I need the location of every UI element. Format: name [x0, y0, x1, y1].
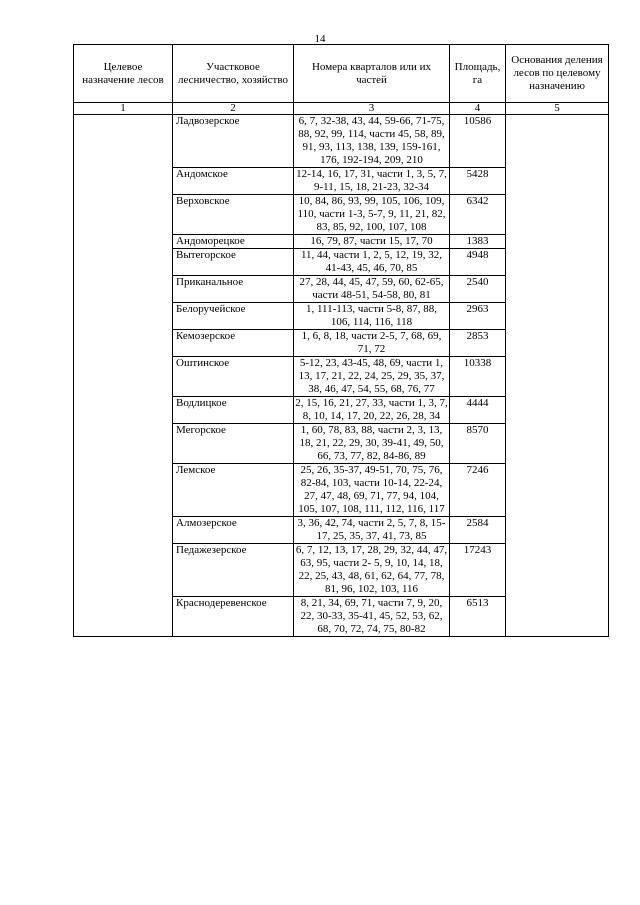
column-number-row — [74, 103, 609, 115]
column-number: 4 — [450, 103, 506, 115]
quarters-cell: 1, 60, 78, 83, 88, части 2, 3, 13, 18, 21, 22, 29, 30, 39-41, 49, 50, 66, 73, 77, 82, 84-86, 89 — [294, 424, 450, 464]
quarters-cell: 1, 111-113, части 5-8, 87, 88, 106, 114, 116, 118 — [294, 303, 450, 330]
header-basis: Основания деления лесов по целевому назначению — [506, 45, 609, 103]
header-area: Площадь, га — [450, 45, 506, 103]
area-cell: 2853 — [450, 330, 506, 357]
forest-purpose-table — [73, 44, 609, 637]
area-cell: 8570 — [450, 424, 506, 464]
quarters-cell: 12-14, 16, 17, 31, части 1, 3, 5, 7, 9-11, 15, 18, 21-23, 32-34 — [294, 168, 450, 195]
area-cell: 4948 — [450, 249, 506, 276]
quarters-cell: 3, 36, 42, 74, части 2, 5, 7, 8, 15-17, 25, 35, 37, 41, 73, 85 — [294, 517, 450, 544]
purpose-cell — [74, 115, 173, 637]
table-header-row — [74, 45, 609, 103]
area-cell: 2540 — [450, 276, 506, 303]
area-cell: 10338 — [450, 357, 506, 397]
column-number: 1 — [74, 103, 173, 115]
quarters-cell: 11, 44, части 1, 2, 5, 12, 19, 32, 41-43, 45, 46, 70, 85 — [294, 249, 450, 276]
table-row — [74, 115, 609, 168]
basis-cell — [506, 115, 609, 637]
district-cell: Белоручейское — [173, 303, 294, 330]
area-cell: 2963 — [450, 303, 506, 330]
district-cell: Мегорское — [173, 424, 294, 464]
area-cell: 2584 — [450, 517, 506, 544]
quarters-cell: 16, 79, 87, части 15, 17, 70 — [294, 235, 450, 249]
area-cell: 6342 — [450, 195, 506, 235]
district-cell: Кемозерское — [173, 330, 294, 357]
table-body — [74, 115, 609, 637]
area-cell: 10586 — [450, 115, 506, 168]
quarters-cell: 1, 6, 8, 18, части 2-5, 7, 68, 69, 71, 72 — [294, 330, 450, 357]
quarters-cell: 25, 26, 35-37, 49-51, 70, 75, 76, 82-84, 103, части 10-14, 22-24, 27, 47, 48, 69, 71, 77, 94, 104, 105, 107, 108, 111, 112, 116, 117 — [294, 464, 450, 517]
quarters-cell: 10, 84, 86, 93, 99, 105, 106, 109, 110, части 1-3, 5-7, 9, 11, 21, 82, 83, 85, 92, 100, 107, 108 — [294, 195, 450, 235]
area-cell: 4444 — [450, 397, 506, 424]
area-cell: 6513 — [450, 597, 506, 637]
district-cell: Приканальное — [173, 276, 294, 303]
header-district: Участковое лесничество, хозяйство — [173, 45, 294, 103]
column-number: 3 — [294, 103, 450, 115]
column-number: 5 — [506, 103, 609, 115]
area-cell: 7246 — [450, 464, 506, 517]
district-cell: Ладвозерское — [173, 115, 294, 168]
quarters-cell: 2, 15, 16, 21, 27, 33, части 1, 3, 7, 8, 10, 14, 17, 20, 22, 26, 28, 34 — [295, 397, 448, 422]
quarters-cell: 8, 21, 34, 69, 71, части 7, 9, 20, 22, 30-33, 35-41, 45, 52, 53, 62, 68, 70, 72, 74, 75, 80-82 — [294, 597, 450, 637]
area-cell: 5428 — [450, 168, 506, 195]
district-cell: Андоморецкое — [173, 235, 294, 249]
quarters-cell: 6, 7, 12, 13, 17, 28, 29, 32, 44, 47, 63, 95, части 2- 5, 9, 10, 14, 18, 22, 25, 43, 48, 61, 62, 64, 77, 78, 81, 96, 102, 103, 116 — [294, 544, 450, 597]
district-cell: Педажезерское — [173, 544, 294, 597]
page-number: 14 — [314, 33, 326, 45]
quarters-cell: 27, 28, 44, 45, 47, 59, 60, 62-65, части 48-51, 54-58, 80, 81 — [294, 276, 450, 303]
district-cell: Андомское — [173, 168, 294, 195]
district-cell: Оштинское — [173, 357, 294, 397]
district-cell: Алмозерское — [173, 517, 294, 544]
area-cell: 17243 — [450, 544, 506, 597]
column-number: 2 — [173, 103, 294, 115]
district-cell: Верховское — [173, 195, 294, 235]
header-quarters: Номера кварталов или их частей — [294, 45, 450, 103]
header-purpose: Целевое назначение лесов — [74, 45, 173, 103]
district-cell: Вытегорское — [173, 249, 294, 276]
district-cell: Водлицкое — [173, 397, 294, 424]
area-cell: 1383 — [450, 235, 506, 249]
quarters-cell: 5-12, 23, 43-45, 48, 69, части 1, 13, 17, 21, 22, 24, 25, 29, 35, 37, 38, 46, 47, 54, 55, 68, 76, 77 — [294, 357, 450, 397]
district-cell: Лемское — [173, 464, 294, 517]
district-cell: Краснодеревенское — [173, 597, 294, 637]
quarters-cell: 6, 7, 32-38, 43, 44, 59-66, 71-75, 88, 92, 99, 114, части 45, 58, 89, 91, 93, 113, 138, 139, 159-161, 176, 192-194, 209, 210 — [294, 115, 450, 168]
